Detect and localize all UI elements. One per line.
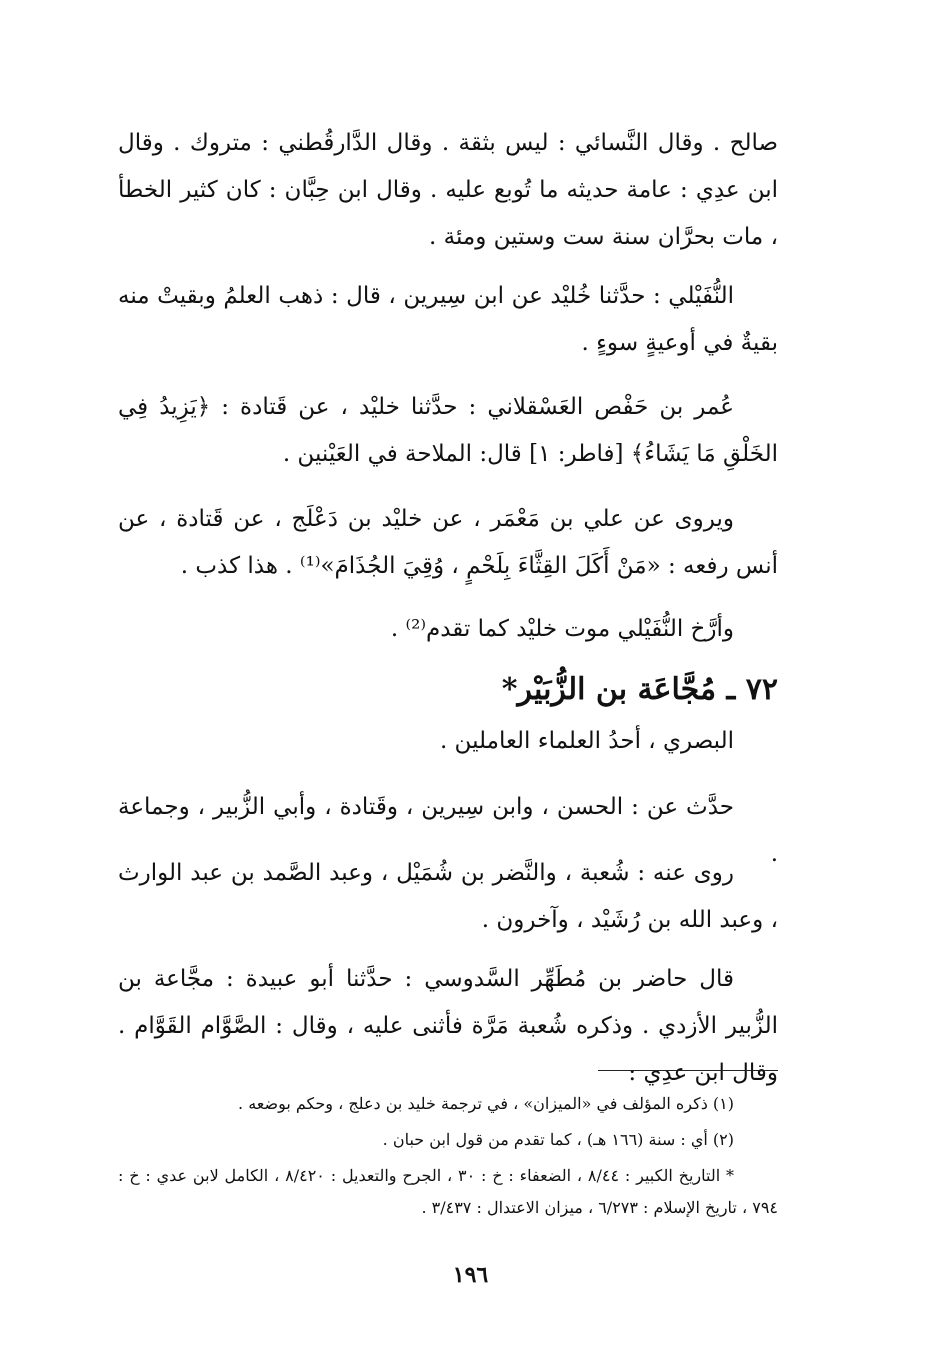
paragraph-yurwa: ويروى عن علي بن مَعْمَر ، عن خليْد بن دَعْلَج ، عن قَتادة ، عن أنس رفعه : «مَنْ أَكَلَ القِثَّاءَ بِلَحْمٍ ، وُقِيَ الجُذَامَ»⁽¹⁾ . هذا كذب . <box>118 506 778 579</box>
footnote-sources: * التاريخ الكبير : ٨/٤٤ ، الضعفاء : خ : ٣٠ ، الجرح والتعديل : ٨/٤٢٠ ، الكامل لابن عدي : خ : ٧٩٤ ، تاريخ الإسلام : ٦/٢٧٣ ، ميزان الاعتدال : ٣/٤٣٧ . <box>118 1166 778 1217</box>
page-number: ١٩٦ <box>452 1262 489 1288</box>
footnote-2: (٢) أي : سنة (١٦٦ هـ) ، كما تقدم من قول ابن حبان . <box>382 1130 734 1149</box>
paragraph-arrakha: وأرَّخ النُّفَيْلي موت خليْد كما تقدم⁽²⁾ . <box>390 616 734 642</box>
footnote-separator <box>598 1070 778 1071</box>
entry-heading: ٧٢ ـ مُجَّاعَة بن الزُّبَيْر* <box>501 672 778 707</box>
paragraph-nufayli: النُّفَيْلي : حدَّثنا خُليْد عن ابن سِيرين ، قال : ذهب العلمُ وبقيتْ منه بقيةٌ في أوعيةٍ سوءٍ . <box>118 283 778 356</box>
footnote-1: (١) ذكره المؤلف في «الميزان» ، في ترجمة خليد بن دعلج ، وحكم بوضعه . <box>238 1094 734 1113</box>
paragraph-basri: البصري ، أحدُ العلماء العاملين . <box>439 728 734 754</box>
paragraph-haddatha: حدَّث عن : الحسن ، وابن سِيرين ، وقَتادة ، وأبي الزُّبير ، وجماعة . <box>118 794 778 867</box>
paragraph-continuation: صالح . وقال النَّسائي : ليس بثقة . وقال الدَّارقُطني : متروك . وقال ابن عدِي : عامة حديثه ما تُوبع عليه . وقال ابن حِبَّان : كان كثير الخطأ ، مات بحرَّان سنة ست وستين ومئة . <box>118 130 778 250</box>
paragraph-qala: قال حاضر بن مُطَهِّر السَّدوسي : حدَّثنا أبو عبيدة : مجَّاعة بن الزُّبير الأزدي . وذكره شُعبة مَرَّة فأثنى عليه ، وقال : الصَّوَّام القَوَّام . وقال ابن عدِي : <box>118 966 778 1086</box>
paragraph-rawa: روى عنه : شُعبة ، والنَّضر بن شُمَيْل ، وعبد الصَّمد بن عبد الوارث ، وعبد الله بن رُشَيْد ، وآخرون . <box>118 860 778 933</box>
paragraph-umar: عُمر بن حَفْص العَسْقلاني : حدَّثنا خليْد ، عن قَتادة : ﴿يَزِيدُ فِي الخَلْقِ مَا يَشَاءُ﴾ [فاطر: ١] قال: الملاحة في العَيْنين . <box>118 394 778 467</box>
